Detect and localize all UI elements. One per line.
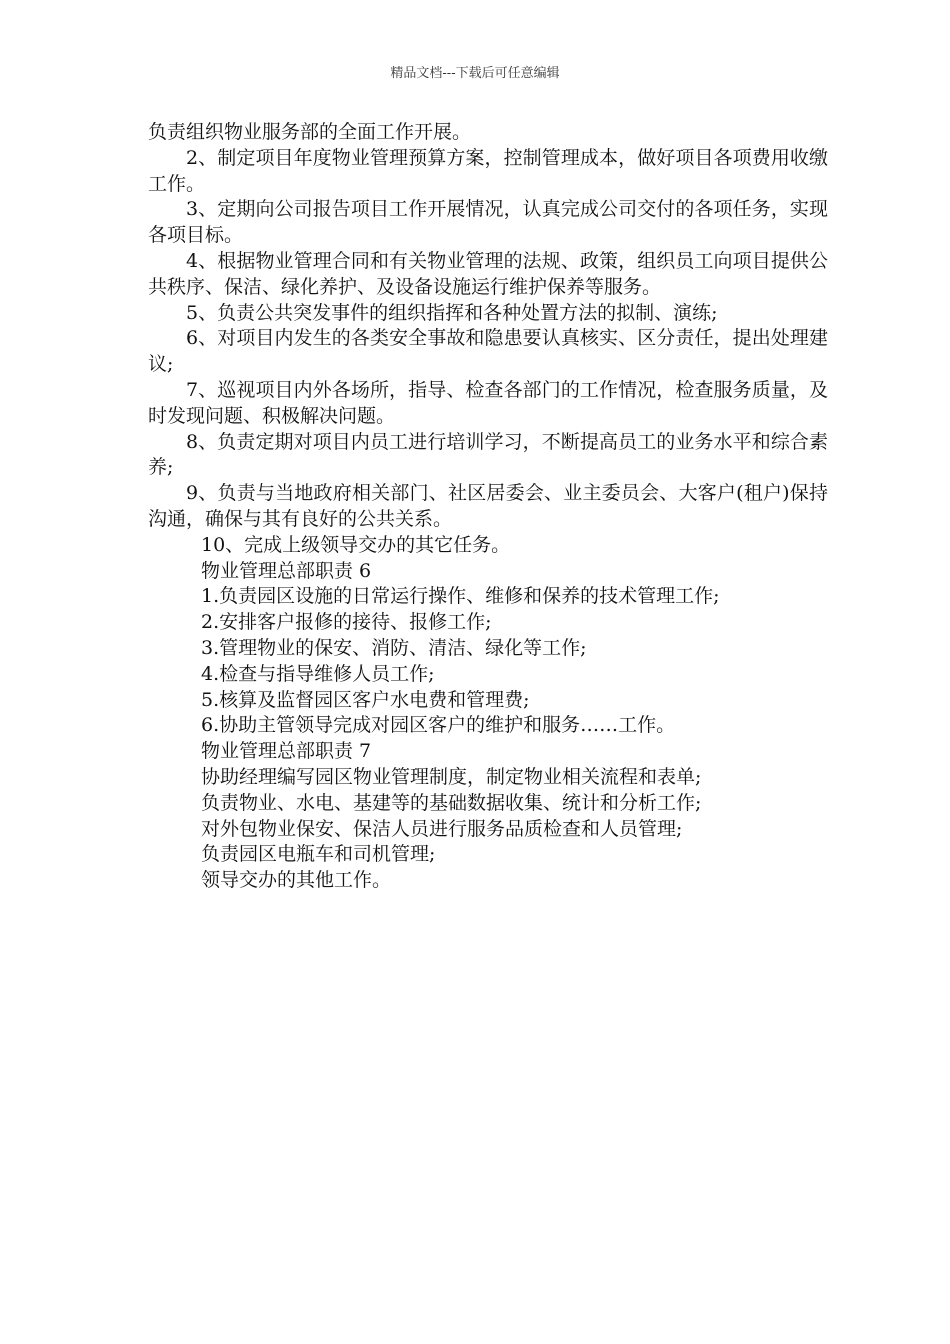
list-item: 领导交办的其他工作。 — [201, 869, 392, 892]
list-item: 负责物业、水电、基建等的基础数据收集、统计和分析工作; — [201, 791, 702, 814]
paragraph: 5、负责公共突发事件的组织指挥和各种处置方法的拟制、演练; — [186, 301, 718, 324]
list-item: 对外包物业保安、保洁人员进行服务品质检查和人员管理; — [201, 817, 683, 840]
list-item: 3.管理物业的保安、消防、清洁、绿化等工作; — [201, 636, 587, 659]
paragraph: 9、负责与当地政府相关部门、社区居委会、业主委员会、大客户(租户)保持沟通，确保与其有良好的公共关系。 — [148, 482, 828, 530]
text-line: 10、完成上级领导交办的其它任务。 — [201, 533, 511, 556]
paragraph: 2、制定项目年度物业管理预算方案，控制管理成本，做好项目各项费用收缴工作。 — [148, 146, 828, 195]
paragraph: 4、根据物业管理合同和有关物业管理的法规、政策，组织员工向项目提供公共秩序、保洁、绿化养护、及设备设施运行维护保养等服务。 — [148, 249, 828, 298]
list-item: 2.安排客户报修的接待、报修工作; — [201, 611, 492, 634]
paragraph: 负责组织物业服务部的全面工作开展。 — [148, 121, 472, 143]
list-item: 1.负责园区设施的日常运行操作、维修和保养的技术管理工作; — [201, 585, 720, 608]
list-item: 6.协助主管领导完成对园区客户的维护和服务……工作。 — [201, 714, 676, 737]
page-header: 精品文档---下载后可任意编辑 — [390, 66, 560, 81]
list-item: 4.检查与指导维修人员工作; — [201, 662, 435, 685]
document-body — [148, 120, 828, 894]
section-heading: 物业管理总部职责 7 — [201, 740, 372, 763]
paragraph: 3、定期向公司报告项目工作开展情况，认真完成公司交付的各项任务，实现各项目标。 — [148, 198, 828, 247]
list-item: 协助经理编写园区物业管理制度，制定物业相关流程和表单; — [201, 765, 702, 788]
paragraph: 6、对项目内发生的各类安全事故和隐患要认真核实、区分责任，提出处理建议; — [148, 327, 828, 376]
section-heading: 物业管理总部职责 6 — [201, 559, 372, 582]
list-item: 负责园区电瓶车和司机管理; — [201, 843, 436, 866]
paragraph: 8、负责定期对项目内员工进行培训学习，不断提高员工的业务水平和综合素养; — [148, 430, 828, 479]
list-item: 5.核算及监督园区客户水电费和管理费; — [201, 688, 530, 711]
paragraph: 7、巡视项目内外各场所，指导、检查各部门的工作情况，检查服务质量，及时发现问题、积极解决问题。 — [148, 378, 828, 427]
